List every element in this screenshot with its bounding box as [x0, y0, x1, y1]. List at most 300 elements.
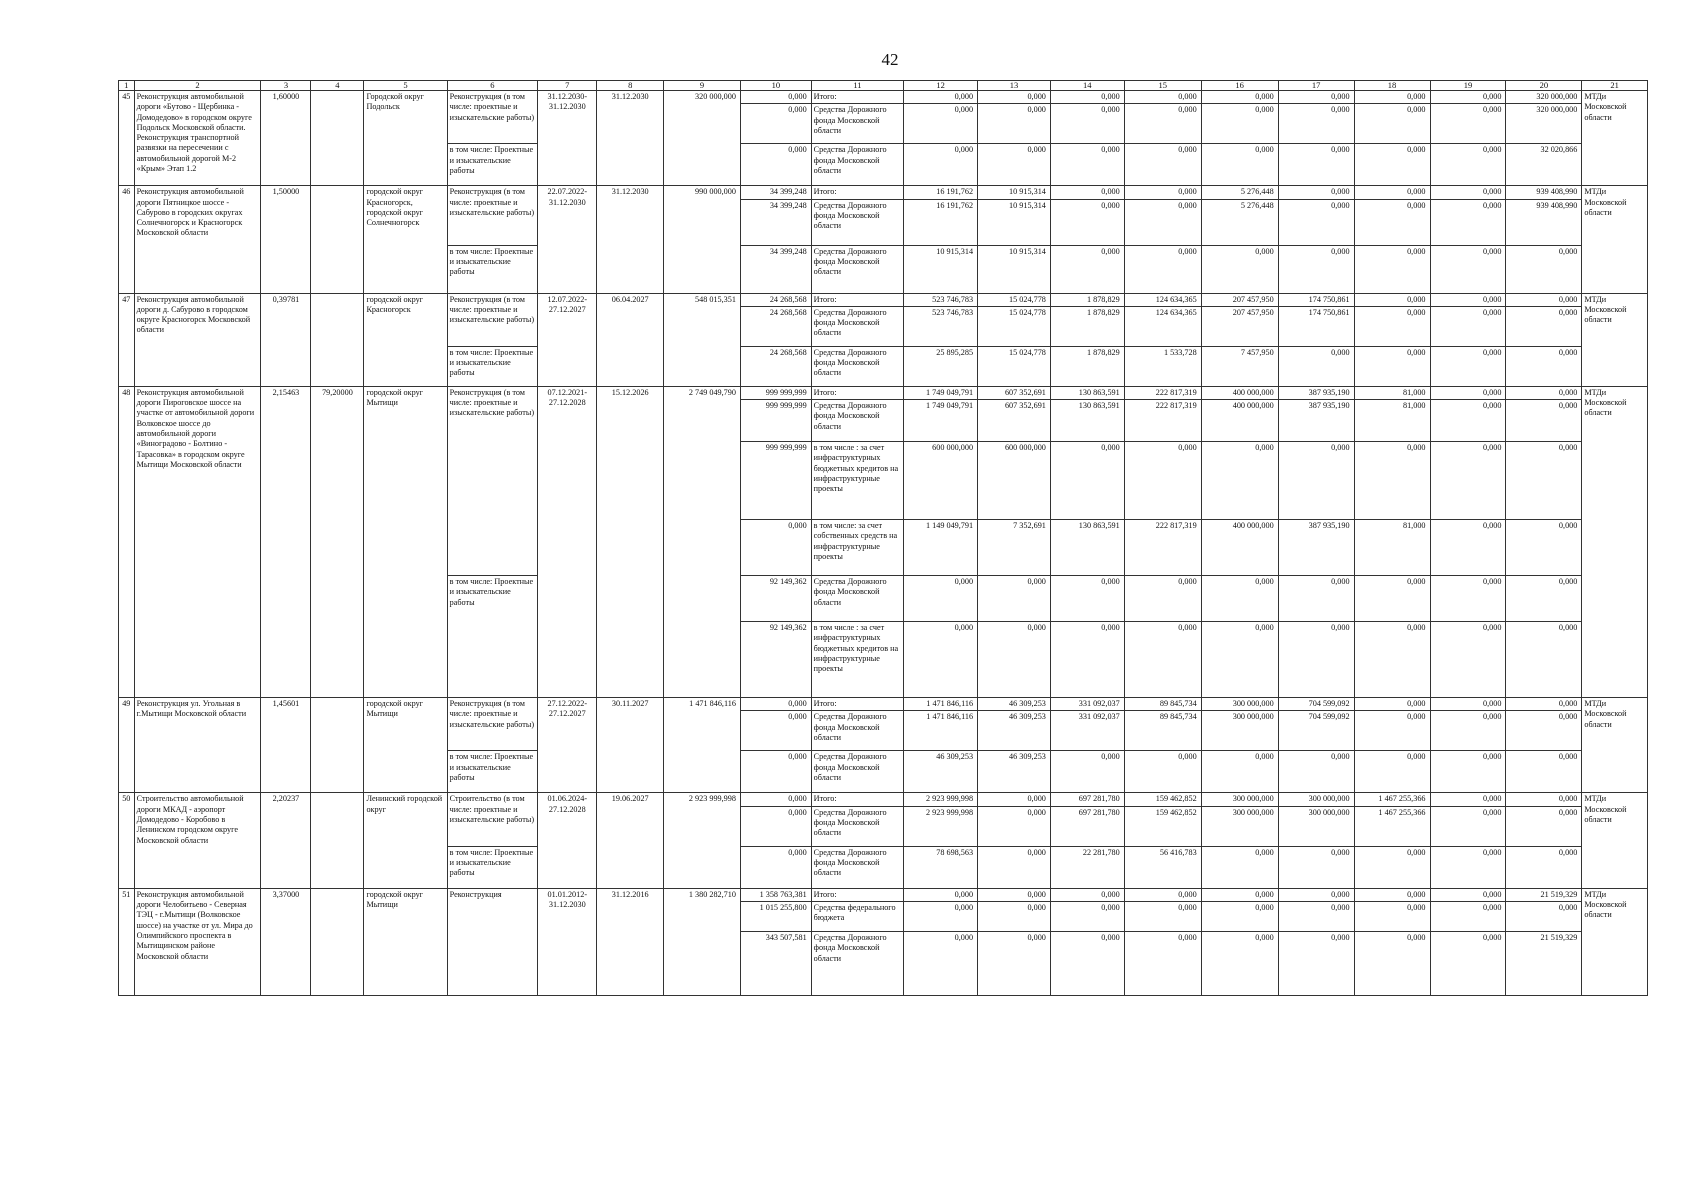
funding-value: 0,000 — [1430, 520, 1506, 576]
column-number-18: 18 — [1354, 81, 1430, 91]
funding-value: 0,000 — [1050, 888, 1124, 901]
responsible-body: МТДи Московской области — [1582, 888, 1648, 995]
project-name: Реконструкция автомобильной дороги д. Сабурово в городском округе Красногорск Московской области — [134, 293, 261, 386]
funding-value: 0,000 — [1050, 199, 1124, 245]
project-date-end: 31.12.2016 — [597, 888, 664, 995]
funding-value: 159 462,852 — [1124, 793, 1201, 806]
project-length: 1,60000 — [261, 91, 311, 186]
project-date-end: 30.11.2027 — [597, 698, 664, 793]
funding-value: 0,000 — [1354, 846, 1430, 888]
funded-before-value: 24 268,568 — [740, 306, 811, 346]
funding-value: 0,000 — [1050, 622, 1124, 698]
funding-value: 0,000 — [1278, 888, 1354, 901]
column-number-1: 1 — [119, 81, 135, 91]
funding-value: 1 471 846,116 — [904, 711, 978, 751]
funding-value: 0,000 — [1050, 932, 1124, 996]
column-number-17: 17 — [1278, 81, 1354, 91]
column-number-12: 12 — [904, 81, 978, 91]
funding-value: 387 935,190 — [1278, 400, 1354, 442]
table-row — [119, 91, 1648, 104]
work-type: в том числе: Проектные и изыскательские работы — [447, 245, 537, 293]
funding-value: 0,000 — [1430, 306, 1506, 346]
funding-value: 0,000 — [1430, 91, 1506, 104]
project-date-start: 07.12.2021-27.12.2028 — [538, 386, 597, 697]
project-cost: 1 471 846,116 — [663, 698, 740, 793]
funding-value: 0,000 — [1506, 346, 1582, 386]
funding-value: 0,000 — [1278, 245, 1354, 293]
funding-value: 0,000 — [1124, 245, 1201, 293]
project-cost: 2 749 049,790 — [663, 386, 740, 697]
funding-value: 0,000 — [1124, 91, 1201, 104]
funding-value: 174 750,861 — [1278, 293, 1354, 306]
funding-value: 0,000 — [1506, 400, 1582, 442]
project-name: Реконструкция автомобильной дороги Челобитьево - Северная ТЭЦ - г.Мытищи (Волковское шоссе) на участке от ул. Мира до Олимпийского проспекта в Мытищинском районе Московской области — [134, 888, 261, 995]
funding-value: 10 915,314 — [978, 245, 1051, 293]
funding-value: 0,000 — [1354, 346, 1430, 386]
funding-value: 0,000 — [1278, 932, 1354, 996]
funded-before-value: 999 999,999 — [740, 442, 811, 520]
table-row — [119, 888, 1648, 901]
funding-value: 0,000 — [1430, 793, 1506, 806]
funding-value: 939 408,990 — [1506, 199, 1582, 245]
funding-value: 1 878,829 — [1050, 306, 1124, 346]
funding-value: 1 149 049,791 — [904, 520, 978, 576]
funding-value: 0,000 — [1278, 902, 1354, 932]
funding-value: 0,000 — [904, 622, 978, 698]
column-number-2: 2 — [134, 81, 261, 91]
funding-source: Средства Дорожного фонда Московской области — [811, 751, 904, 793]
funding-value: 46 309,253 — [904, 751, 978, 793]
funding-value: 331 092,037 — [1050, 711, 1124, 751]
funding-value: 0,000 — [1201, 442, 1278, 520]
funding-value: 15 024,778 — [978, 293, 1051, 306]
funding-value: 607 352,691 — [978, 386, 1051, 399]
funding-value: 0,000 — [1201, 91, 1278, 104]
project-name: Реконструкция ул. Угольная в г.Мытищи Московской области — [134, 698, 261, 793]
funding-value: 0,000 — [1354, 902, 1430, 932]
column-number-8: 8 — [597, 81, 664, 91]
funding-value: 7 457,950 — [1201, 346, 1278, 386]
funding-value: 0,000 — [1278, 576, 1354, 622]
funding-source: Средства Дорожного фонда Московской области — [811, 199, 904, 245]
funding-value: 0,000 — [1201, 576, 1278, 622]
project-number: 50 — [119, 793, 135, 888]
column-number-20: 20 — [1506, 81, 1582, 91]
funding-value: 0,000 — [1430, 888, 1506, 901]
funding-value: 0,000 — [1430, 104, 1506, 144]
funding-value: 0,000 — [1050, 104, 1124, 144]
column-number-15: 15 — [1124, 81, 1201, 91]
funding-value: 1 749 049,791 — [904, 386, 978, 399]
funding-value: 5 276,448 — [1201, 199, 1278, 245]
column-number-5: 5 — [364, 81, 447, 91]
funding-value: 0,000 — [1050, 442, 1124, 520]
funding-value: 81,000 — [1354, 400, 1430, 442]
funding-value: 1 878,829 — [1050, 346, 1124, 386]
funded-before-value: 999 999,999 — [740, 400, 811, 442]
funding-value: 0,000 — [1430, 576, 1506, 622]
funding-value: 0,000 — [1506, 751, 1582, 793]
funding-value: 0,000 — [1124, 104, 1201, 144]
responsible-body: МТДи Московской области — [1582, 793, 1648, 888]
funding-source: Средства Дорожного фонда Московской области — [811, 400, 904, 442]
funding-value: 0,000 — [1124, 888, 1201, 901]
project-length: 0,39781 — [261, 293, 311, 386]
funding-value: 0,000 — [1201, 902, 1278, 932]
funding-value: 331 092,037 — [1050, 698, 1124, 711]
funding-value: 0,000 — [1430, 751, 1506, 793]
funding-value: 0,000 — [1430, 199, 1506, 245]
responsible-body: МТДи Московской области — [1582, 293, 1648, 386]
funding-value: 1 533,728 — [1124, 346, 1201, 386]
funding-value: 400 000,000 — [1201, 520, 1278, 576]
funding-value: 159 462,852 — [1124, 806, 1201, 846]
funding-value: 0,000 — [1506, 902, 1582, 932]
project-column-4 — [311, 293, 364, 386]
funding-value: 89 845,734 — [1124, 698, 1201, 711]
funding-source: Средства Дорожного фонда Московской области — [811, 346, 904, 386]
funding-value: 10 915,314 — [978, 199, 1051, 245]
funding-value: 0,000 — [1354, 186, 1430, 199]
funding-value: 46 309,253 — [978, 711, 1051, 751]
table-row — [119, 386, 1648, 399]
funding-value: 0,000 — [978, 932, 1051, 996]
funding-value: 0,000 — [1354, 199, 1430, 245]
work-type: Реконструкция (в том числе: проектные и изыскательские работы) — [447, 698, 537, 751]
project-date-end: 15.12.2026 — [597, 386, 664, 697]
project-length: 2,15463 — [261, 386, 311, 697]
funding-value: 0,000 — [1278, 186, 1354, 199]
funding-value: 81,000 — [1354, 386, 1430, 399]
funding-value: 523 746,783 — [904, 293, 978, 306]
funding-value: 0,000 — [1354, 888, 1430, 901]
funding-value: 0,000 — [1124, 751, 1201, 793]
funded-before-value: 0,000 — [740, 144, 811, 186]
funding-value: 607 352,691 — [978, 400, 1051, 442]
funded-before-value: 0,000 — [740, 846, 811, 888]
funding-value: 300 000,000 — [1278, 793, 1354, 806]
column-number-19: 19 — [1430, 81, 1506, 91]
funding-value: 0,000 — [904, 104, 978, 144]
funding-value: 0,000 — [1506, 806, 1582, 846]
funded-before-value: 0,000 — [740, 806, 811, 846]
funding-value: 0,000 — [1201, 846, 1278, 888]
funding-value: 0,000 — [1430, 698, 1506, 711]
funding-value: 16 191,762 — [904, 199, 978, 245]
column-number-21: 21 — [1582, 81, 1648, 91]
funding-source: Средства Дорожного фонда Московской области — [811, 932, 904, 996]
column-number-row — [119, 81, 1648, 91]
work-type: в том числе: Проектные и изыскательские работы — [447, 346, 537, 386]
funding-value: 0,000 — [978, 888, 1051, 901]
funding-value: 300 000,000 — [1201, 711, 1278, 751]
funding-value: 0,000 — [978, 793, 1051, 806]
funding-source: Средства Дорожного фонда Московской области — [811, 711, 904, 751]
funding-value: 0,000 — [1050, 245, 1124, 293]
funding-value: 2 923 999,998 — [904, 793, 978, 806]
funding-source: Средства Дорожного фонда Московской области — [811, 245, 904, 293]
project-cost: 548 015,351 — [663, 293, 740, 386]
funding-value: 0,000 — [978, 104, 1051, 144]
funding-value: 0,000 — [1430, 711, 1506, 751]
funding-value: 697 281,780 — [1050, 806, 1124, 846]
funding-value: 0,000 — [1354, 104, 1430, 144]
funding-source: Итого: — [811, 293, 904, 306]
column-number-16: 16 — [1201, 81, 1278, 91]
funding-value: 15 024,778 — [978, 306, 1051, 346]
project-location: городской округ Мытищи — [364, 698, 447, 793]
column-number-14: 14 — [1050, 81, 1124, 91]
project-date-start: 22.07.2022-31.12.2030 — [538, 186, 597, 293]
responsible-body: МТДи Московской области — [1582, 91, 1648, 186]
funding-value: 0,000 — [1050, 186, 1124, 199]
project-name: Реконструкция автомобильной дороги «Бутово - Щербинка - Домодедово» в городском округе Подольск Московской области. Реконструкция транспортной развязки на пересечении с автомобильной дорогой М-2 «Крым» Этап 1.2 — [134, 91, 261, 186]
funding-value: 0,000 — [1201, 888, 1278, 901]
funding-value: 704 599,092 — [1278, 711, 1354, 751]
funding-value: 207 457,950 — [1201, 293, 1278, 306]
funding-value: 387 935,190 — [1278, 386, 1354, 399]
funding-source: Средства Дорожного фонда Московской области — [811, 576, 904, 622]
funding-value: 0,000 — [904, 902, 978, 932]
funding-value: 0,000 — [1430, 846, 1506, 888]
funding-value: 0,000 — [1278, 91, 1354, 104]
funding-value: 222 817,319 — [1124, 386, 1201, 399]
work-type: Реконструкция (в том числе: проектные и изыскательские работы) — [447, 386, 537, 575]
funding-value: 0,000 — [1354, 711, 1430, 751]
table-row — [119, 698, 1648, 711]
project-column-4 — [311, 91, 364, 186]
project-length: 1,50000 — [261, 186, 311, 293]
funding-value: 0,000 — [1430, 622, 1506, 698]
project-column-4 — [311, 698, 364, 793]
funding-value: 0,000 — [1430, 386, 1506, 399]
table-body — [119, 91, 1648, 996]
funding-value: 0,000 — [1430, 144, 1506, 186]
funding-source: в том числе : за счет инфраструктурных бюджетных кредитов на инфраструктурные проекты — [811, 442, 904, 520]
funding-value: 0,000 — [1430, 902, 1506, 932]
funding-value: 207 457,950 — [1201, 306, 1278, 346]
column-number-6: 6 — [447, 81, 537, 91]
work-type: в том числе: Проектные и изыскательские работы — [447, 751, 537, 793]
project-length: 1,45601 — [261, 698, 311, 793]
project-number: 47 — [119, 293, 135, 386]
funding-value: 0,000 — [1506, 622, 1582, 698]
project-name: Реконструкция автомобильной дороги Пятницкое шоссе - Сабурово в городских округах Солнечногорск и Красногорск Московской области — [134, 186, 261, 293]
project-location: городской округ Красногорск, городской округ Солнечногорск — [364, 186, 447, 293]
funding-value: 46 309,253 — [978, 751, 1051, 793]
funding-value: 21 519,329 — [1506, 888, 1582, 901]
funded-before-value: 24 268,568 — [740, 346, 811, 386]
funding-value: 0,000 — [1050, 91, 1124, 104]
project-location: Городской округ Подольск — [364, 91, 447, 186]
funding-value: 0,000 — [904, 932, 978, 996]
funding-value: 0,000 — [1506, 698, 1582, 711]
project-column-4 — [311, 793, 364, 888]
funding-source: Итого: — [811, 386, 904, 399]
funding-value: 0,000 — [904, 888, 978, 901]
funding-value: 81,000 — [1354, 520, 1430, 576]
work-type: в том числе: Проектные и изыскательские работы — [447, 846, 537, 888]
funding-value: 300 000,000 — [1201, 806, 1278, 846]
funding-source: Итого: — [811, 91, 904, 104]
project-column-4: 79,20000 — [311, 386, 364, 697]
funding-value: 320 000,000 — [1506, 104, 1582, 144]
funding-value: 0,000 — [1050, 751, 1124, 793]
project-number: 48 — [119, 386, 135, 697]
funding-value: 0,000 — [1124, 932, 1201, 996]
funding-value: 0,000 — [904, 144, 978, 186]
funding-value: 0,000 — [1506, 846, 1582, 888]
funding-value: 124 634,365 — [1124, 293, 1201, 306]
funding-value: 0,000 — [1430, 932, 1506, 996]
column-number-11: 11 — [811, 81, 904, 91]
project-date-start: 01.01.2012-31.12.2030 — [538, 888, 597, 995]
project-location: городской округ Мытищи — [364, 888, 447, 995]
funding-value: 523 746,783 — [904, 306, 978, 346]
funding-value: 0,000 — [1278, 199, 1354, 245]
funding-value: 1 878,829 — [1050, 293, 1124, 306]
funding-value: 0,000 — [904, 91, 978, 104]
responsible-body: МТДи Московской области — [1582, 386, 1648, 697]
funding-value: 0,000 — [1124, 902, 1201, 932]
funding-value: 0,000 — [1278, 346, 1354, 386]
funded-before-value: 0,000 — [740, 793, 811, 806]
funding-value: 2 923 999,998 — [904, 806, 978, 846]
funding-value: 0,000 — [978, 902, 1051, 932]
funding-value: 0,000 — [1430, 293, 1506, 306]
funding-value: 0,000 — [978, 144, 1051, 186]
project-date-start: 12.07.2022-27.12.2027 — [538, 293, 597, 386]
funded-before-value: 34 399,248 — [740, 186, 811, 199]
funding-value: 0,000 — [1354, 576, 1430, 622]
project-column-4 — [311, 186, 364, 293]
funding-value: 0,000 — [978, 576, 1051, 622]
funding-value: 0,000 — [1354, 144, 1430, 186]
funding-value: 0,000 — [904, 576, 978, 622]
funding-value: 0,000 — [1506, 576, 1582, 622]
funded-before-value: 1 358 763,381 — [740, 888, 811, 901]
funding-value: 15 024,778 — [978, 346, 1051, 386]
funded-before-value: 0,000 — [740, 698, 811, 711]
funding-value: 400 000,000 — [1201, 400, 1278, 442]
funding-value: 78 698,563 — [904, 846, 978, 888]
funding-value: 0,000 — [1354, 622, 1430, 698]
funding-value: 0,000 — [1430, 346, 1506, 386]
funding-value: 5 276,448 — [1201, 186, 1278, 199]
funding-value: 0,000 — [1050, 902, 1124, 932]
funding-value: 0,000 — [1201, 104, 1278, 144]
column-number-13: 13 — [978, 81, 1051, 91]
funding-value: 0,000 — [1506, 793, 1582, 806]
funding-source: Средства Дорожного фонда Московской области — [811, 806, 904, 846]
funding-value: 300 000,000 — [1278, 806, 1354, 846]
project-date-end: 31.12.2030 — [597, 186, 664, 293]
funding-value: 0,000 — [1354, 293, 1430, 306]
funding-source: Средства Дорожного фонда Московской области — [811, 846, 904, 888]
funding-value: 300 000,000 — [1201, 698, 1278, 711]
funding-value: 0,000 — [1506, 245, 1582, 293]
project-date-end: 31.12.2030 — [597, 91, 664, 186]
funding-value: 0,000 — [978, 846, 1051, 888]
funding-value: 0,000 — [1354, 245, 1430, 293]
funding-value: 124 634,365 — [1124, 306, 1201, 346]
funding-value: 0,000 — [1354, 91, 1430, 104]
project-date-end: 06.04.2027 — [597, 293, 664, 386]
funding-value: 0,000 — [1430, 806, 1506, 846]
work-type: Реконструкция (в том числе: проектные и изыскательские работы) — [447, 293, 537, 346]
funding-source: Средства Дорожного фонда Московской области — [811, 306, 904, 346]
project-name: Строительство автомобильной дороги МКАД - аэропорт Домодедово - Коробово в Ленинском городском округе Московской области — [134, 793, 261, 888]
funding-value: 697 281,780 — [1050, 793, 1124, 806]
table-row — [119, 186, 1648, 199]
funding-value: 46 309,253 — [978, 698, 1051, 711]
page-number: 42 — [881, 50, 899, 69]
project-cost: 990 000,000 — [663, 186, 740, 293]
funded-before-value: 0,000 — [740, 711, 811, 751]
project-name: Реконструкция автомобильной дороги Пироговское шоссе на участке от автомобильной дороги Волковское шоссе до автомобильной дороги «Виноградово - Болтино - Тарасовка» в городском округе Мытищи Московской области — [134, 386, 261, 697]
funding-value: 222 817,319 — [1124, 520, 1201, 576]
funding-value: 0,000 — [1506, 293, 1582, 306]
funding-value: 32 020,866 — [1506, 144, 1582, 186]
funding-value: 600 000,000 — [978, 442, 1051, 520]
funded-before-value: 34 399,248 — [740, 245, 811, 293]
funding-value: 320 000,000 — [1506, 91, 1582, 104]
project-date-start: 01.06.2024-27.12.2028 — [538, 793, 597, 888]
funding-value: 0,000 — [1430, 186, 1506, 199]
funding-value: 89 845,734 — [1124, 711, 1201, 751]
funding-value: 0,000 — [1354, 698, 1430, 711]
funding-value: 10 915,314 — [904, 245, 978, 293]
column-number-3: 3 — [261, 81, 311, 91]
funding-value: 0,000 — [1201, 751, 1278, 793]
funding-value: 0,000 — [1278, 751, 1354, 793]
project-length: 3,37000 — [261, 888, 311, 995]
funding-value: 1 749 049,791 — [904, 400, 978, 442]
project-location: Ленинский городской округ — [364, 793, 447, 888]
funding-value: 0,000 — [1278, 622, 1354, 698]
work-type: Реконструкция — [447, 888, 537, 995]
responsible-body: МТДи Московской области — [1582, 698, 1648, 793]
work-type: Строительство (в том числе: проектные и изыскательские работы) — [447, 793, 537, 846]
funding-value: 0,000 — [1278, 442, 1354, 520]
funding-value: 0,000 — [1201, 932, 1278, 996]
funding-value: 222 817,319 — [1124, 400, 1201, 442]
funded-before-value: 343 507,581 — [740, 932, 811, 996]
funding-value: 0,000 — [1354, 932, 1430, 996]
funding-value: 0,000 — [1506, 711, 1582, 751]
funding-value: 0,000 — [1124, 442, 1201, 520]
funding-value: 130 863,591 — [1050, 400, 1124, 442]
funding-value: 0,000 — [1201, 622, 1278, 698]
funding-value: 0,000 — [1278, 104, 1354, 144]
funding-value: 0,000 — [1201, 245, 1278, 293]
funding-value: 7 352,691 — [978, 520, 1051, 576]
funding-value: 0,000 — [1124, 199, 1201, 245]
funding-value: 0,000 — [978, 622, 1051, 698]
column-number-9: 9 — [663, 81, 740, 91]
funding-value: 0,000 — [1430, 442, 1506, 520]
funding-value: 22 281,780 — [1050, 846, 1124, 888]
funding-value: 939 408,990 — [1506, 186, 1582, 199]
project-number: 45 — [119, 91, 135, 186]
funding-source: в том числе: за счет собственных средств на инфраструктурные проекты — [811, 520, 904, 576]
funded-before-value: 1 015 255,800 — [740, 902, 811, 932]
funding-value: 1 467 255,366 — [1354, 806, 1430, 846]
project-cost: 2 923 999,998 — [663, 793, 740, 888]
column-number-7: 7 — [538, 81, 597, 91]
funding-source: Итого: — [811, 888, 904, 901]
funding-source: Итого: — [811, 698, 904, 711]
